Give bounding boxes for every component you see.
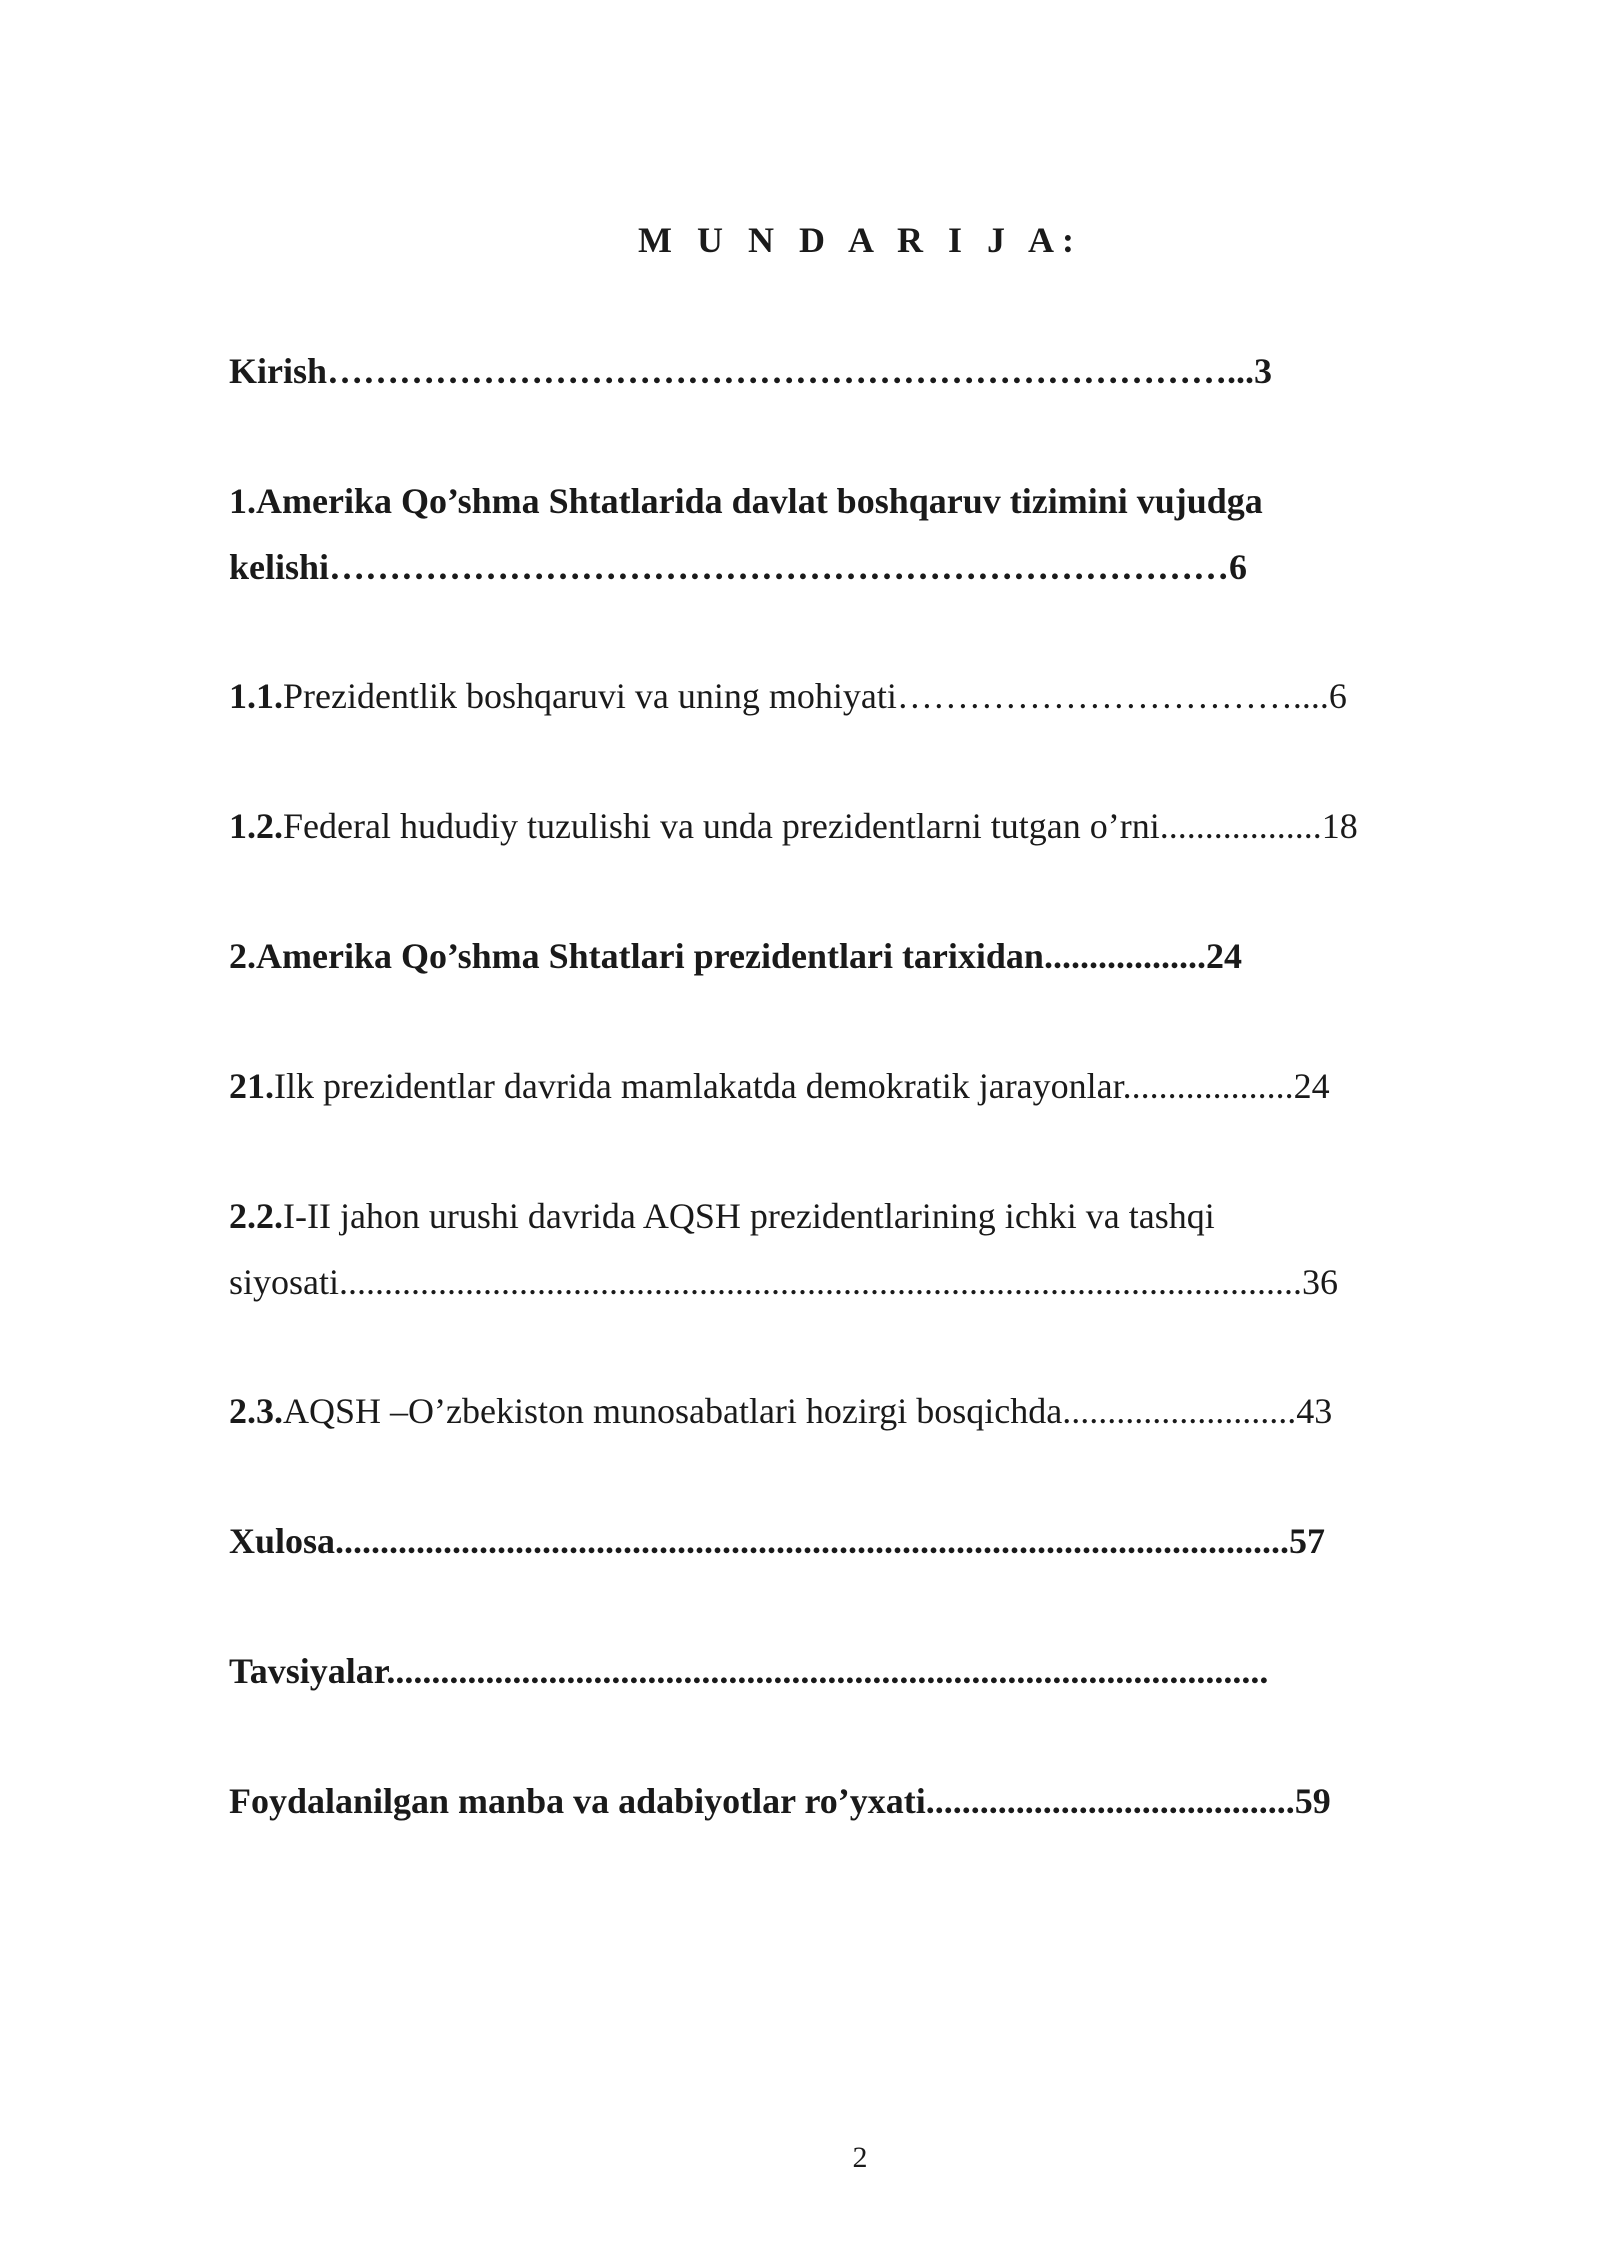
toc-entry-2-3: [229, 1378, 1449, 1444]
toc-entry-text: 1.Amerika Qo’shma Shtatlarida davlat boshqaruv tizimini vujudga: [229, 481, 1263, 521]
toc-entry-text-continued: siyosati...........................................................................................................36: [229, 1262, 1339, 1302]
toc-entry-number: 2.3.: [229, 1391, 283, 1431]
toc-entry-text: Kirish…………………………………………………………………...3: [229, 351, 1273, 391]
toc-entry-kirish: [229, 338, 1449, 404]
toc-entry-bibliography: [229, 1768, 1449, 1834]
toc-entry-number: 2.2.: [229, 1196, 283, 1236]
page-title: M U N D A R I J A:: [637, 220, 1082, 260]
toc-entry-text: AQSH –O’zbekiston munosabatlari hozirgi bosqichda..........................43: [283, 1391, 1333, 1431]
toc-entry-text: Tavsiyalar..................................................................................................: [229, 1651, 1269, 1691]
toc-entry-xulosa: [229, 1508, 1449, 1574]
toc-entry-text: Xulosa..........................................................................................................57: [229, 1521, 1326, 1561]
toc-entry-text: 2.Amerika Qo’shma Shtatlari prezidentlari tarixidan..................24: [229, 936, 1242, 976]
toc-entry-text: Foydalanilgan manba va adabiyotlar ro’yxati.........................................59: [229, 1781, 1331, 1821]
toc-entry-text: Ilk prezidentlar davrida mamlakatda demokratik jarayonlar...................24: [274, 1066, 1330, 1106]
toc-entry-1-2: [229, 793, 1449, 859]
toc-entry-chapter-1: [229, 468, 1449, 600]
page-number: 2: [852, 2141, 868, 2174]
toc-entry-2-1: [229, 1053, 1449, 1119]
toc-entry-number: 21.: [229, 1066, 274, 1106]
toc-entry-2-2: [229, 1183, 1449, 1315]
toc-entry-chapter-2: [229, 923, 1449, 989]
toc-entry-text-continued: kelishi…………………………………………………………………6: [229, 547, 1248, 587]
toc-entry-number: 1.2.: [229, 806, 283, 846]
toc-entry-1-1: [229, 663, 1449, 729]
toc-entry-text: I-II jahon urushi davrida AQSH prezidentlarining ichki va tashqi: [283, 1196, 1215, 1236]
toc-entry-tavsiyalar: [229, 1638, 1449, 1704]
toc-entry-text: Prezidentlik boshqaruvi va uning mohiyati……………………………....6: [283, 676, 1347, 716]
toc-entry-text: Federal hududiy tuzulishi va unda prezidentlarni tutgan o’rni..................18: [283, 806, 1358, 846]
toc-entry-number: 1.1.: [229, 676, 283, 716]
